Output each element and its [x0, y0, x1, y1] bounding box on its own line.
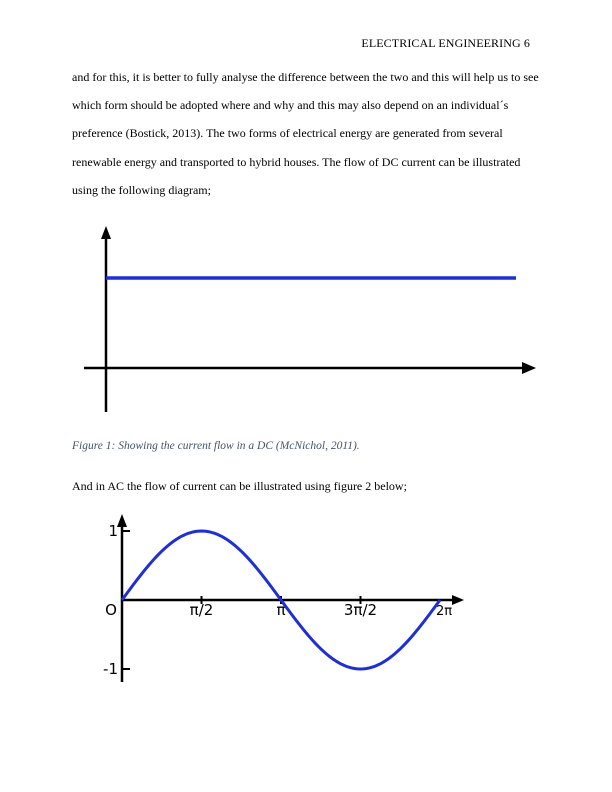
- x-tick-label: π/2: [189, 601, 214, 619]
- paragraph-line: And in AC the flow of current can be illustrated using figure 2 below;: [72, 479, 407, 493]
- y-tick-label: 1: [108, 522, 118, 540]
- figure-1-caption: Figure 1: Showing the current flow in a DC (McNichol, 2011).: [72, 440, 360, 452]
- x-axis-arrow-icon: [522, 362, 536, 374]
- y-tick-label: -1: [103, 660, 118, 678]
- x-tick-label: 2π: [435, 604, 453, 619]
- paragraph-line: which form should be adopted where and why and this may also depend on an individual´s: [72, 98, 509, 113]
- paragraph-line: renewable energy and transported to hybrid houses. The flow of DC current can be illustrated: [72, 154, 521, 169]
- body-paragraph: [72, 472, 550, 500]
- y-axis-arrow-icon: [117, 514, 127, 527]
- ac-sine-wave-diagram: [92, 510, 472, 688]
- body-paragraph: [72, 63, 550, 204]
- ac-axes: [117, 514, 464, 682]
- paragraph-line: and for this, it is better to fully analyse the difference between the two and this will help us to see: [72, 70, 539, 84]
- x-tick-label: π: [276, 601, 286, 619]
- dc-current-diagram: [72, 218, 542, 416]
- y-axis-arrow-icon: [101, 226, 111, 239]
- x-tick-label: 3π/2: [343, 601, 378, 619]
- x-tick-label: O: [105, 601, 117, 619]
- running-head: ELECTRICAL ENGINEERING 6: [361, 36, 530, 50]
- x-axis-arrow-icon: [452, 595, 464, 605]
- paragraph-line: preference (Bostick, 2013). The two forms of electrical energy are generated from several: [72, 126, 503, 141]
- paragraph-line: using the following diagram;: [72, 182, 211, 197]
- dc-axes: [84, 226, 536, 412]
